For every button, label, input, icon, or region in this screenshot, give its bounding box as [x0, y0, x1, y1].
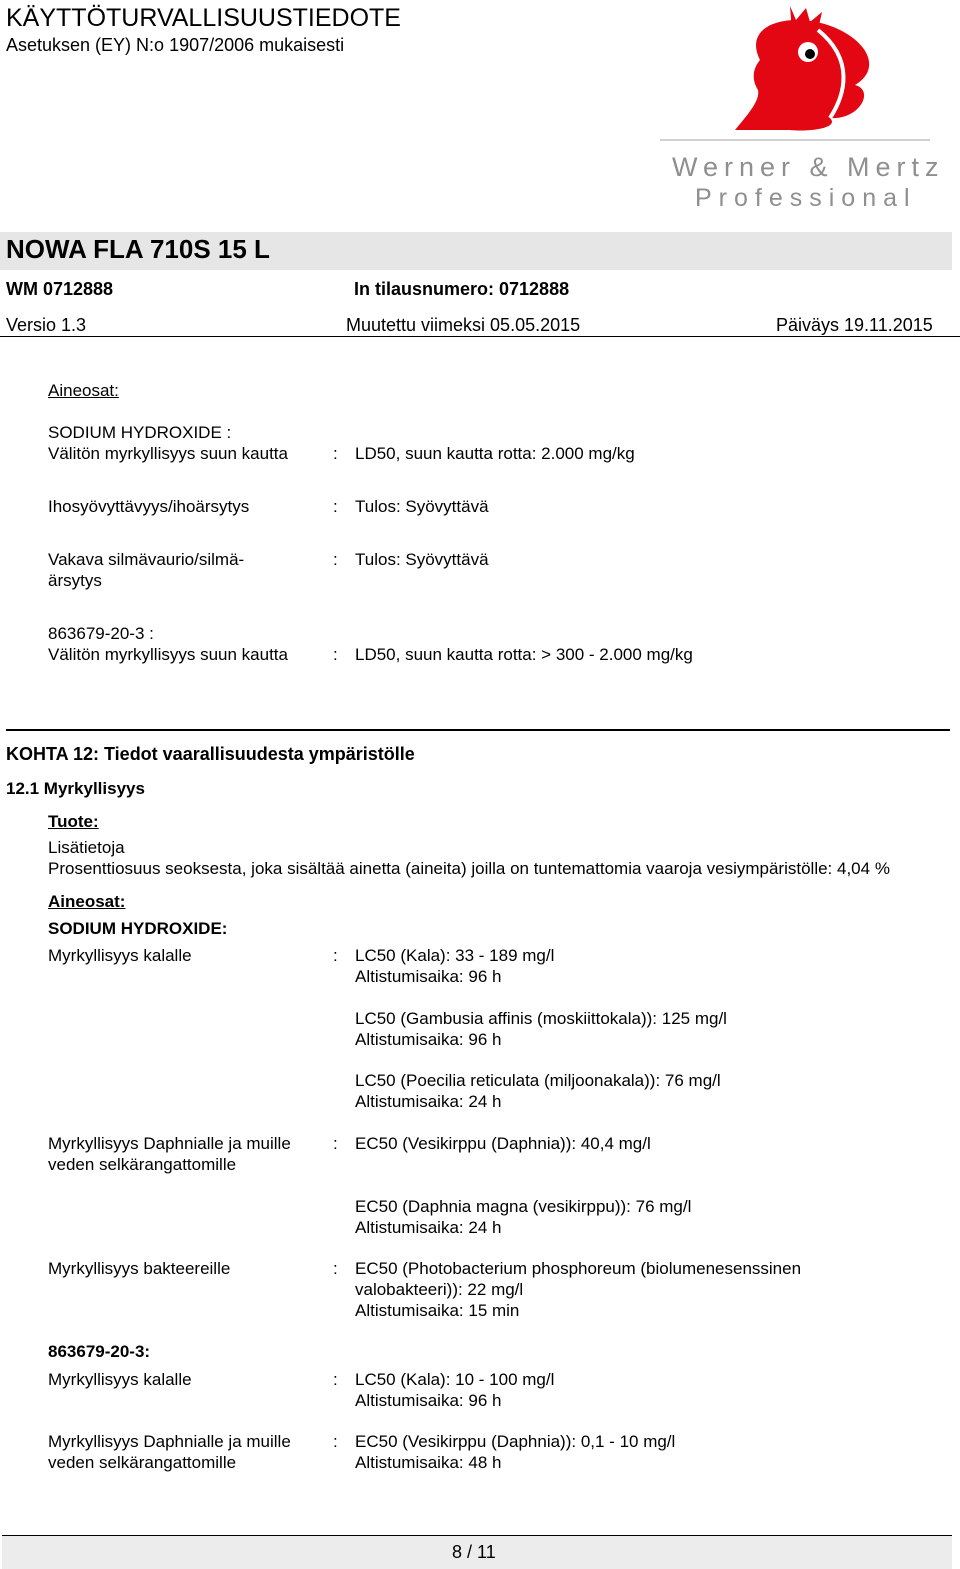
cas-title: 863679-20-3 : — [48, 624, 154, 643]
components-heading: Aineosat: — [48, 892, 126, 911]
colon: : — [333, 444, 338, 463]
daphnia-magna-ec50-value: EC50 (Daphnia magna (vesikirppu)): 76 mg/l — [355, 1197, 692, 1216]
fish-lc50-exposure: Altistumisaika: 96 h — [355, 967, 502, 986]
daphnia-magna-ec50-exposure: Altistumisaika: 24 h — [355, 1218, 502, 1237]
daphnia-toxicity-label-line1: Myrkyllisyys Daphnialle ja muille — [48, 1134, 291, 1153]
document-subtitle: Asetuksen (EY) N:o 1907/2006 mukaisesti — [6, 35, 345, 55]
eye-damage-label-line2: ärsytys — [48, 571, 102, 590]
gambusia-lc50-value: LC50 (Gambusia affinis (moskiittokala)): 125 mg/l — [355, 1009, 727, 1028]
colon: : — [333, 550, 338, 569]
cas-daphnia-toxicity-label-line2: veden selkärangattomille — [48, 1453, 237, 1472]
unknown-hazard-percentage: Prosenttiosuus seoksesta, joka sisältää ainetta (aineita) joilla on tuntemattomia vaaroja vesiympäristölle: 4,04 % — [48, 859, 890, 878]
document-title: KÄYTTÖTURVALLISUUSTIEDOTE — [6, 4, 401, 32]
frog-shape — [735, 20, 869, 131]
section-divider — [6, 729, 950, 731]
daphnia-toxicity-label-line2: veden selkärangattomille — [48, 1155, 237, 1174]
poecilia-lc50-exposure: Altistumisaika: 24 h — [355, 1092, 502, 1111]
skin-corrosion-value: Tulos: Syövyttävä — [355, 497, 489, 516]
cas-daphnia-toxicity-label-line1: Myrkyllisyys Daphnialle ja muille — [48, 1432, 291, 1451]
product-name: NOWA FLA 710S 15 L — [6, 234, 270, 264]
bacteria-ec50-value-line2: valobakteeri)): 22 mg/l — [355, 1280, 524, 1299]
components-heading: Aineosat: — [48, 381, 119, 400]
acute-oral-value: LD50, suun kautta rotta: 2.000 mg/kg — [355, 444, 635, 463]
cas-acute-oral-value: LD50, suun kautta rotta: > 300 - 2.000 mg/kg — [355, 645, 693, 664]
colon: : — [333, 1432, 338, 1451]
colon: : — [333, 1370, 338, 1389]
logo-wordmark-professional: Professional — [695, 184, 917, 212]
cas-title: 863679-20-3: — [48, 1342, 151, 1361]
fish-lc50-value: LC50 (Kala): 33 - 189 mg/l — [355, 946, 555, 965]
sodium-hydroxide-title: SODIUM HYDROXIDE: — [48, 919, 228, 938]
date-label: Päiväys 19.11.2015 — [776, 315, 933, 335]
colon: : — [333, 645, 338, 664]
subsection-12-1-title: 12.1 Myrkyllisyys — [6, 779, 145, 798]
page-number: 8 / 11 — [452, 1542, 496, 1562]
sodium-hydroxide-title: SODIUM HYDROXIDE : — [48, 423, 232, 442]
cas-acute-oral-label: Välitön myrkyllisyys suun kautta — [48, 645, 288, 664]
fish-toxicity-label: Myrkyllisyys kalalle — [48, 946, 192, 965]
additional-info-label: Lisätietoja — [48, 838, 125, 857]
header-divider — [0, 336, 960, 337]
bacteria-ec50-value-line1: EC50 (Photobacterium phosphoreum (biolumenesenssinen — [355, 1259, 802, 1278]
cas-daphnia-ec50-exposure: Altistumisaika: 48 h — [355, 1453, 502, 1472]
version-label: Versio 1.3 — [6, 315, 87, 335]
colon: : — [333, 946, 338, 965]
daphnia-ec50-value: EC50 (Vesikirppu (Daphnia)): 40,4 mg/l — [355, 1134, 651, 1153]
cas-daphnia-ec50-value: EC50 (Vesikirppu (Daphnia)): 0,1 - 10 mg/l — [355, 1432, 676, 1451]
cas-fish-lc50-value: LC50 (Kala): 10 - 100 mg/l — [355, 1370, 555, 1389]
gambusia-lc50-exposure: Altistumisaika: 96 h — [355, 1030, 502, 1049]
section-12-title: KOHTA 12: Tiedot vaarallisuudesta ympäristölle — [6, 744, 415, 764]
bacteria-toxicity-label: Myrkyllisyys bakteereille — [48, 1259, 231, 1278]
logo-wordmark-werner-mertz: Werner & Mertz — [672, 152, 945, 182]
order-number: In tilausnumero: 0712888 — [354, 279, 570, 299]
colon: : — [333, 1259, 338, 1278]
poecilia-lc50-value: LC50 (Poecilia reticulata (miljoonakala)): 76 mg/l — [355, 1071, 721, 1090]
colon: : — [333, 1134, 338, 1153]
skin-corrosion-label: Ihosyövyttävyys/ihoärsytys — [48, 497, 250, 516]
wm-number: WM 0712888 — [6, 279, 114, 299]
last-modified-label: Muutettu viimeksi 05.05.2015 — [346, 315, 581, 335]
colon: : — [333, 497, 338, 516]
cas-fish-toxicity-label: Myrkyllisyys kalalle — [48, 1370, 192, 1389]
cas-fish-lc50-exposure: Altistumisaika: 96 h — [355, 1391, 502, 1410]
eye-damage-value: Tulos: Syövyttävä — [355, 550, 489, 569]
eye-damage-label-line1: Vakava silmävaurio/silmä- — [48, 550, 245, 569]
acute-oral-label: Välitön myrkyllisyys suun kautta — [48, 444, 288, 463]
bacteria-ec50-exposure: Altistumisaika: 15 min — [355, 1301, 520, 1320]
product-heading: Tuote: — [48, 812, 99, 831]
